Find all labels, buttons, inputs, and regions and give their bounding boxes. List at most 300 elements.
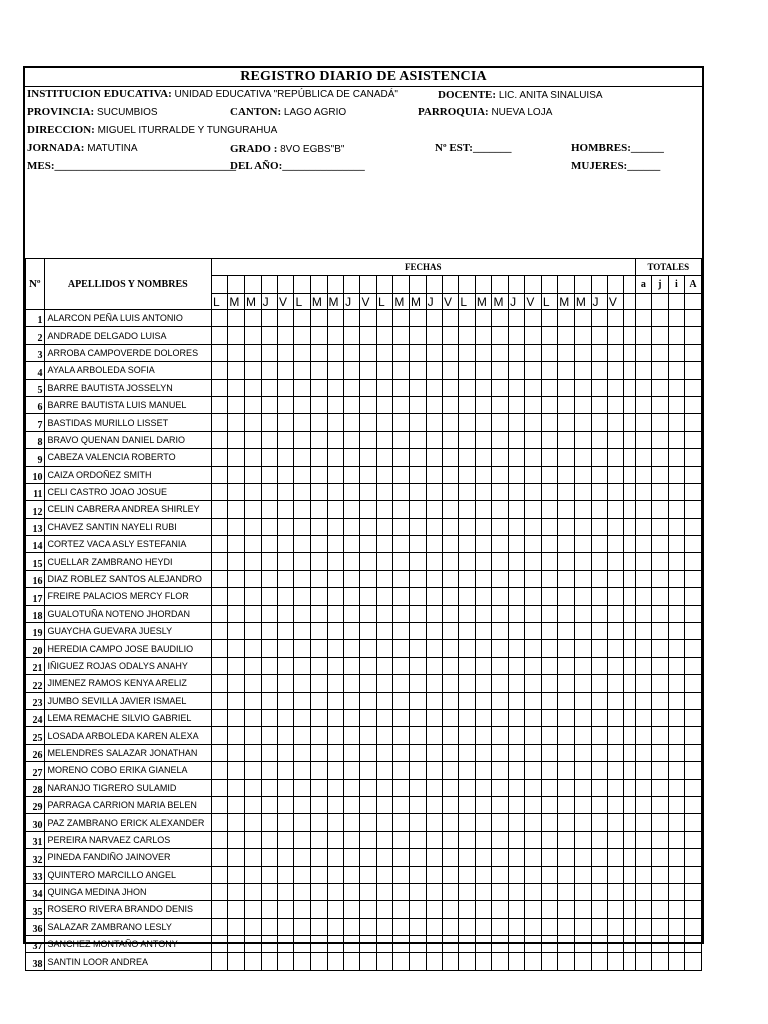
attendance-cell[interactable] xyxy=(509,692,525,709)
attendance-cell[interactable] xyxy=(492,779,509,796)
total-cell[interactable] xyxy=(652,831,668,848)
attendance-cell[interactable] xyxy=(409,779,426,796)
attendance-cell[interactable] xyxy=(228,640,245,657)
total-cell[interactable] xyxy=(685,883,702,900)
attendance-cell[interactable] xyxy=(409,327,426,344)
attendance-cell[interactable] xyxy=(327,692,344,709)
attendance-cell[interactable] xyxy=(541,727,557,744)
attendance-cell[interactable] xyxy=(459,779,475,796)
attendance-cell[interactable] xyxy=(360,344,376,361)
attendance-cell[interactable] xyxy=(525,936,541,953)
attendance-cell[interactable] xyxy=(310,709,327,726)
attendance-cell[interactable] xyxy=(574,588,591,605)
attendance-cell[interactable] xyxy=(574,727,591,744)
attendance-cell[interactable] xyxy=(294,501,310,518)
attendance-cell[interactable] xyxy=(475,762,492,779)
total-cell[interactable] xyxy=(668,779,684,796)
attendance-cell[interactable] xyxy=(212,501,228,518)
attendance-cell[interactable] xyxy=(525,814,541,831)
attendance-cell[interactable] xyxy=(475,640,492,657)
attendance-cell[interactable] xyxy=(607,344,623,361)
attendance-cell[interactable] xyxy=(492,362,509,379)
attendance-cell[interactable] xyxy=(558,518,575,535)
attendance-cell[interactable] xyxy=(558,553,575,570)
attendance-cell[interactable] xyxy=(245,414,262,431)
attendance-cell[interactable] xyxy=(278,518,294,535)
attendance-cell[interactable] xyxy=(360,605,376,622)
attendance-cell[interactable] xyxy=(212,709,228,726)
attendance-cell[interactable] xyxy=(442,692,458,709)
total-cell[interactable] xyxy=(685,588,702,605)
attendance-cell[interactable] xyxy=(393,379,410,396)
attendance-cell[interactable] xyxy=(376,744,392,761)
attendance-cell[interactable] xyxy=(376,518,392,535)
total-cell[interactable] xyxy=(635,692,652,709)
attendance-cell[interactable] xyxy=(574,709,591,726)
attendance-cell[interactable] xyxy=(327,414,344,431)
attendance-cell[interactable] xyxy=(327,396,344,413)
attendance-cell[interactable] xyxy=(607,883,623,900)
attendance-cell[interactable] xyxy=(294,414,310,431)
attendance-cell[interactable] xyxy=(541,709,557,726)
attendance-cell[interactable] xyxy=(360,396,376,413)
attendance-cell[interactable] xyxy=(344,623,360,640)
attendance-cell[interactable] xyxy=(607,466,623,483)
attendance-cell[interactable] xyxy=(459,327,475,344)
attendance-cell[interactable] xyxy=(245,396,262,413)
attendance-cell[interactable] xyxy=(376,953,392,970)
attendance-cell[interactable] xyxy=(591,310,607,327)
attendance-cell[interactable] xyxy=(310,918,327,935)
attendance-cell[interactable] xyxy=(310,953,327,970)
attendance-cell[interactable] xyxy=(442,501,458,518)
attendance-cell[interactable] xyxy=(393,779,410,796)
attendance-cell[interactable] xyxy=(344,396,360,413)
attendance-cell[interactable] xyxy=(278,414,294,431)
attendance-cell[interactable] xyxy=(607,414,623,431)
attendance-cell[interactable] xyxy=(245,779,262,796)
attendance-cell[interactable] xyxy=(525,310,541,327)
attendance-cell[interactable] xyxy=(344,570,360,587)
attendance-cell[interactable] xyxy=(541,310,557,327)
attendance-cell[interactable] xyxy=(360,866,376,883)
attendance-cell[interactable] xyxy=(475,918,492,935)
attendance-cell[interactable] xyxy=(212,953,228,970)
attendance-cell[interactable] xyxy=(310,936,327,953)
attendance-cell[interactable] xyxy=(344,814,360,831)
attendance-cell[interactable] xyxy=(475,362,492,379)
attendance-cell[interactable] xyxy=(245,518,262,535)
attendance-cell[interactable] xyxy=(442,605,458,622)
attendance-cell[interactable] xyxy=(409,623,426,640)
attendance-cell[interactable] xyxy=(525,796,541,813)
attendance-cell[interactable] xyxy=(426,953,442,970)
total-cell[interactable] xyxy=(685,431,702,448)
attendance-cell[interactable] xyxy=(426,901,442,918)
attendance-cell[interactable] xyxy=(541,762,557,779)
attendance-cell[interactable] xyxy=(376,327,392,344)
total-cell[interactable] xyxy=(635,327,652,344)
attendance-cell[interactable] xyxy=(344,849,360,866)
attendance-cell[interactable] xyxy=(509,640,525,657)
attendance-cell[interactable] xyxy=(327,623,344,640)
attendance-cell[interactable] xyxy=(245,657,262,674)
attendance-cell[interactable] xyxy=(344,883,360,900)
attendance-cell[interactable] xyxy=(442,414,458,431)
attendance-cell[interactable] xyxy=(376,918,392,935)
attendance-cell[interactable] xyxy=(591,431,607,448)
nest-field[interactable] xyxy=(435,141,511,155)
attendance-cell[interactable] xyxy=(294,831,310,848)
attendance-cell[interactable] xyxy=(360,414,376,431)
attendance-cell[interactable] xyxy=(459,518,475,535)
attendance-cell[interactable] xyxy=(591,779,607,796)
attendance-cell[interactable] xyxy=(558,362,575,379)
attendance-cell[interactable] xyxy=(459,640,475,657)
attendance-cell[interactable] xyxy=(360,849,376,866)
attendance-cell[interactable] xyxy=(426,831,442,848)
attendance-cell[interactable] xyxy=(558,605,575,622)
attendance-cell[interactable] xyxy=(607,814,623,831)
attendance-cell[interactable] xyxy=(541,344,557,361)
attendance-cell[interactable] xyxy=(607,953,623,970)
attendance-cell[interactable] xyxy=(310,362,327,379)
attendance-cell[interactable] xyxy=(607,936,623,953)
total-cell[interactable] xyxy=(635,553,652,570)
total-cell[interactable] xyxy=(685,866,702,883)
attendance-cell[interactable] xyxy=(607,553,623,570)
attendance-cell[interactable] xyxy=(310,675,327,692)
total-cell[interactable] xyxy=(685,744,702,761)
total-cell[interactable] xyxy=(635,796,652,813)
attendance-cell[interactable] xyxy=(409,414,426,431)
attendance-cell[interactable] xyxy=(261,675,277,692)
total-cell[interactable] xyxy=(668,762,684,779)
total-cell[interactable] xyxy=(635,918,652,935)
attendance-cell[interactable] xyxy=(261,379,277,396)
attendance-cell[interactable] xyxy=(261,396,277,413)
attendance-cell[interactable] xyxy=(228,918,245,935)
attendance-cell[interactable] xyxy=(459,762,475,779)
total-cell[interactable] xyxy=(652,362,668,379)
attendance-cell[interactable] xyxy=(245,536,262,553)
attendance-cell[interactable] xyxy=(344,953,360,970)
attendance-cell[interactable] xyxy=(344,779,360,796)
attendance-cell[interactable] xyxy=(360,570,376,587)
attendance-cell[interactable] xyxy=(459,379,475,396)
attendance-cell[interactable] xyxy=(393,657,410,674)
attendance-cell[interactable] xyxy=(344,588,360,605)
total-cell[interactable] xyxy=(685,779,702,796)
attendance-cell[interactable] xyxy=(475,814,492,831)
attendance-cell[interactable] xyxy=(475,431,492,448)
attendance-cell[interactable] xyxy=(475,327,492,344)
attendance-cell[interactable] xyxy=(541,605,557,622)
total-cell[interactable] xyxy=(652,536,668,553)
attendance-cell[interactable] xyxy=(344,605,360,622)
attendance-cell[interactable] xyxy=(426,866,442,883)
attendance-cell[interactable] xyxy=(327,918,344,935)
total-cell[interactable] xyxy=(652,449,668,466)
attendance-cell[interactable] xyxy=(426,814,442,831)
attendance-cell[interactable] xyxy=(558,414,575,431)
attendance-cell[interactable] xyxy=(541,553,557,570)
attendance-cell[interactable] xyxy=(245,866,262,883)
total-cell[interactable] xyxy=(685,536,702,553)
attendance-cell[interactable] xyxy=(442,379,458,396)
attendance-cell[interactable] xyxy=(294,918,310,935)
attendance-cell[interactable] xyxy=(294,675,310,692)
attendance-cell[interactable] xyxy=(509,414,525,431)
attendance-cell[interactable] xyxy=(245,327,262,344)
attendance-cell[interactable] xyxy=(409,727,426,744)
attendance-cell[interactable] xyxy=(376,553,392,570)
attendance-cell[interactable] xyxy=(393,796,410,813)
attendance-cell[interactable] xyxy=(541,849,557,866)
attendance-cell[interactable] xyxy=(442,675,458,692)
attendance-cell[interactable] xyxy=(228,396,245,413)
attendance-cell[interactable] xyxy=(558,849,575,866)
attendance-cell[interactable] xyxy=(327,744,344,761)
attendance-cell[interactable] xyxy=(475,588,492,605)
total-cell[interactable] xyxy=(685,918,702,935)
attendance-cell[interactable] xyxy=(509,849,525,866)
attendance-cell[interactable] xyxy=(442,327,458,344)
attendance-cell[interactable] xyxy=(459,692,475,709)
attendance-cell[interactable] xyxy=(228,483,245,500)
attendance-cell[interactable] xyxy=(376,692,392,709)
total-cell[interactable] xyxy=(668,396,684,413)
total-cell[interactable] xyxy=(668,327,684,344)
attendance-cell[interactable] xyxy=(228,344,245,361)
attendance-cell[interactable] xyxy=(409,849,426,866)
attendance-cell[interactable] xyxy=(294,379,310,396)
attendance-cell[interactable] xyxy=(360,553,376,570)
attendance-cell[interactable] xyxy=(591,588,607,605)
attendance-cell[interactable] xyxy=(261,831,277,848)
attendance-cell[interactable] xyxy=(245,344,262,361)
attendance-cell[interactable] xyxy=(393,449,410,466)
attendance-cell[interactable] xyxy=(310,414,327,431)
attendance-cell[interactable] xyxy=(492,570,509,587)
attendance-cell[interactable] xyxy=(459,310,475,327)
attendance-cell[interactable] xyxy=(327,727,344,744)
attendance-cell[interactable] xyxy=(558,396,575,413)
attendance-cell[interactable] xyxy=(475,483,492,500)
total-cell[interactable] xyxy=(652,901,668,918)
attendance-cell[interactable] xyxy=(541,936,557,953)
total-cell[interactable] xyxy=(652,727,668,744)
attendance-cell[interactable] xyxy=(310,692,327,709)
attendance-cell[interactable] xyxy=(228,518,245,535)
attendance-cell[interactable] xyxy=(492,449,509,466)
attendance-cell[interactable] xyxy=(426,518,442,535)
attendance-cell[interactable] xyxy=(228,814,245,831)
attendance-cell[interactable] xyxy=(607,536,623,553)
attendance-cell[interactable] xyxy=(278,849,294,866)
attendance-cell[interactable] xyxy=(327,431,344,448)
attendance-cell[interactable] xyxy=(541,814,557,831)
attendance-cell[interactable] xyxy=(393,709,410,726)
attendance-cell[interactable] xyxy=(525,605,541,622)
attendance-cell[interactable] xyxy=(607,657,623,674)
attendance-cell[interactable] xyxy=(409,657,426,674)
total-cell[interactable] xyxy=(668,623,684,640)
total-cell[interactable] xyxy=(652,953,668,970)
total-cell[interactable] xyxy=(685,396,702,413)
attendance-cell[interactable] xyxy=(228,866,245,883)
total-cell[interactable] xyxy=(685,570,702,587)
attendance-cell[interactable] xyxy=(212,449,228,466)
attendance-cell[interactable] xyxy=(376,431,392,448)
attendance-cell[interactable] xyxy=(294,327,310,344)
attendance-cell[interactable] xyxy=(376,588,392,605)
attendance-cell[interactable] xyxy=(492,605,509,622)
attendance-cell[interactable] xyxy=(212,744,228,761)
attendance-cell[interactable] xyxy=(228,553,245,570)
attendance-cell[interactable] xyxy=(393,327,410,344)
attendance-cell[interactable] xyxy=(360,657,376,674)
attendance-cell[interactable] xyxy=(278,796,294,813)
attendance-cell[interactable] xyxy=(212,396,228,413)
attendance-cell[interactable] xyxy=(278,588,294,605)
attendance-cell[interactable] xyxy=(525,396,541,413)
attendance-cell[interactable] xyxy=(509,483,525,500)
total-cell[interactable] xyxy=(685,640,702,657)
attendance-cell[interactable] xyxy=(459,553,475,570)
attendance-cell[interactable] xyxy=(409,831,426,848)
attendance-cell[interactable] xyxy=(310,831,327,848)
total-cell[interactable] xyxy=(685,762,702,779)
attendance-cell[interactable] xyxy=(278,466,294,483)
attendance-cell[interactable] xyxy=(212,796,228,813)
total-cell[interactable] xyxy=(668,692,684,709)
attendance-cell[interactable] xyxy=(212,883,228,900)
attendance-cell[interactable] xyxy=(344,449,360,466)
attendance-cell[interactable] xyxy=(212,362,228,379)
total-cell[interactable] xyxy=(685,936,702,953)
attendance-cell[interactable] xyxy=(558,449,575,466)
attendance-cell[interactable] xyxy=(525,831,541,848)
attendance-cell[interactable] xyxy=(344,744,360,761)
attendance-cell[interactable] xyxy=(261,327,277,344)
attendance-cell[interactable] xyxy=(376,849,392,866)
attendance-cell[interactable] xyxy=(245,449,262,466)
total-cell[interactable] xyxy=(668,310,684,327)
attendance-cell[interactable] xyxy=(310,657,327,674)
attendance-cell[interactable] xyxy=(261,814,277,831)
attendance-cell[interactable] xyxy=(327,866,344,883)
attendance-cell[interactable] xyxy=(212,344,228,361)
attendance-cell[interactable] xyxy=(245,883,262,900)
total-cell[interactable] xyxy=(635,310,652,327)
attendance-cell[interactable] xyxy=(409,953,426,970)
attendance-cell[interactable] xyxy=(212,466,228,483)
attendance-cell[interactable] xyxy=(393,953,410,970)
attendance-cell[interactable] xyxy=(261,449,277,466)
total-cell[interactable] xyxy=(652,796,668,813)
attendance-cell[interactable] xyxy=(574,466,591,483)
attendance-cell[interactable] xyxy=(558,692,575,709)
attendance-cell[interactable] xyxy=(393,414,410,431)
attendance-cell[interactable] xyxy=(228,692,245,709)
total-cell[interactable] xyxy=(635,396,652,413)
total-cell[interactable] xyxy=(652,623,668,640)
attendance-cell[interactable] xyxy=(327,344,344,361)
attendance-cell[interactable] xyxy=(245,831,262,848)
attendance-cell[interactable] xyxy=(245,379,262,396)
attendance-cell[interactable] xyxy=(245,605,262,622)
attendance-cell[interactable] xyxy=(393,883,410,900)
total-cell[interactable] xyxy=(635,623,652,640)
attendance-cell[interactable] xyxy=(492,866,509,883)
attendance-cell[interactable] xyxy=(492,692,509,709)
attendance-cell[interactable] xyxy=(212,536,228,553)
attendance-cell[interactable] xyxy=(426,657,442,674)
attendance-cell[interactable] xyxy=(509,657,525,674)
total-cell[interactable] xyxy=(635,362,652,379)
attendance-cell[interactable] xyxy=(426,379,442,396)
attendance-cell[interactable] xyxy=(459,849,475,866)
attendance-cell[interactable] xyxy=(409,536,426,553)
attendance-cell[interactable] xyxy=(310,866,327,883)
attendance-cell[interactable] xyxy=(278,483,294,500)
attendance-cell[interactable] xyxy=(245,501,262,518)
attendance-cell[interactable] xyxy=(294,553,310,570)
total-cell[interactable] xyxy=(652,692,668,709)
attendance-cell[interactable] xyxy=(591,449,607,466)
attendance-cell[interactable] xyxy=(492,657,509,674)
attendance-cell[interactable] xyxy=(294,657,310,674)
attendance-cell[interactable] xyxy=(228,831,245,848)
attendance-cell[interactable] xyxy=(360,901,376,918)
total-cell[interactable] xyxy=(685,657,702,674)
attendance-cell[interactable] xyxy=(393,936,410,953)
attendance-cell[interactable] xyxy=(574,518,591,535)
attendance-cell[interactable] xyxy=(591,483,607,500)
total-cell[interactable] xyxy=(685,379,702,396)
attendance-cell[interactable] xyxy=(376,901,392,918)
total-cell[interactable] xyxy=(668,901,684,918)
attendance-cell[interactable] xyxy=(294,362,310,379)
total-cell[interactable] xyxy=(685,675,702,692)
attendance-cell[interactable] xyxy=(607,692,623,709)
total-cell[interactable] xyxy=(635,936,652,953)
total-cell[interactable] xyxy=(652,814,668,831)
attendance-cell[interactable] xyxy=(442,310,458,327)
attendance-cell[interactable] xyxy=(509,553,525,570)
attendance-cell[interactable] xyxy=(541,744,557,761)
attendance-cell[interactable] xyxy=(245,744,262,761)
attendance-cell[interactable] xyxy=(261,953,277,970)
attendance-cell[interactable] xyxy=(607,362,623,379)
total-cell[interactable] xyxy=(685,483,702,500)
attendance-cell[interactable] xyxy=(212,866,228,883)
attendance-cell[interactable] xyxy=(492,901,509,918)
attendance-cell[interactable] xyxy=(475,796,492,813)
attendance-cell[interactable] xyxy=(294,605,310,622)
attendance-cell[interactable] xyxy=(574,362,591,379)
attendance-cell[interactable] xyxy=(212,675,228,692)
attendance-cell[interactable] xyxy=(228,449,245,466)
attendance-cell[interactable] xyxy=(475,883,492,900)
attendance-cell[interactable] xyxy=(212,762,228,779)
attendance-cell[interactable] xyxy=(459,623,475,640)
total-cell[interactable] xyxy=(685,814,702,831)
attendance-cell[interactable] xyxy=(574,675,591,692)
attendance-cell[interactable] xyxy=(525,379,541,396)
attendance-cell[interactable] xyxy=(212,518,228,535)
